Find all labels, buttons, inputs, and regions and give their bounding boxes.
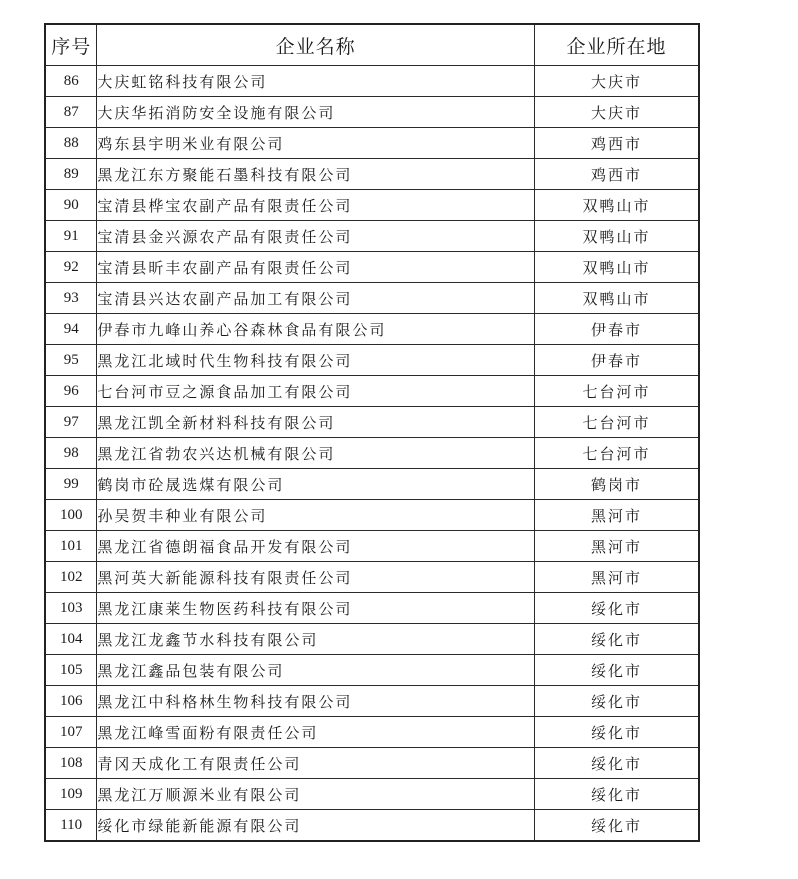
row-number: 95 (45, 345, 97, 376)
table-row (45, 717, 699, 748)
header-location: 企业所在地 (534, 24, 699, 66)
company-location: 七台河市 (534, 438, 699, 469)
row-number: 88 (45, 128, 97, 159)
table-row (45, 159, 699, 190)
row-number: 93 (45, 283, 97, 314)
company-location: 七台河市 (534, 407, 699, 438)
row-number: 100 (45, 500, 97, 531)
row-number: 103 (45, 593, 97, 624)
table-row (45, 655, 699, 686)
table-row (45, 531, 699, 562)
company-name: 黑河英大新能源科技有限责任公司 (97, 562, 535, 593)
company-location: 伊春市 (534, 345, 699, 376)
company-location: 大庆市 (534, 97, 699, 128)
table-row (45, 190, 699, 221)
company-name: 鹤岗市砼晟选煤有限公司 (97, 469, 535, 500)
company-name: 大庆虹铭科技有限公司 (97, 66, 535, 97)
row-number: 107 (45, 717, 97, 748)
company-location: 双鸭山市 (534, 190, 699, 221)
company-name: 宝清县金兴源农产品有限责任公司 (97, 221, 535, 252)
company-name: 黑龙江凯全新材料科技有限公司 (97, 407, 535, 438)
company-name: 黑龙江鑫品包装有限公司 (97, 655, 535, 686)
table-row (45, 748, 699, 779)
row-number: 99 (45, 469, 97, 500)
row-number: 109 (45, 779, 97, 810)
company-location: 绥化市 (534, 624, 699, 655)
header-name: 企业名称 (97, 24, 535, 66)
table-row (45, 779, 699, 810)
company-name: 绥化市绿能新能源有限公司 (97, 810, 535, 842)
table-row (45, 407, 699, 438)
table-row (45, 593, 699, 624)
company-location: 双鸭山市 (534, 252, 699, 283)
company-location: 七台河市 (534, 376, 699, 407)
company-location: 伊春市 (534, 314, 699, 345)
table-row (45, 97, 699, 128)
table-row (45, 252, 699, 283)
row-number: 97 (45, 407, 97, 438)
row-number: 89 (45, 159, 97, 190)
company-name: 黑龙江龙鑫节水科技有限公司 (97, 624, 535, 655)
table-row (45, 810, 699, 842)
company-name: 黑龙江万顺源米业有限公司 (97, 779, 535, 810)
company-name: 黑龙江中科格林生物科技有限公司 (97, 686, 535, 717)
table-header-row (45, 24, 699, 66)
row-number: 96 (45, 376, 97, 407)
row-number: 108 (45, 748, 97, 779)
table-row (45, 128, 699, 159)
company-location: 绥化市 (534, 686, 699, 717)
company-location: 黑河市 (534, 531, 699, 562)
company-name: 宝清县桦宝农副产品有限责任公司 (97, 190, 535, 221)
row-number: 90 (45, 190, 97, 221)
table-row (45, 283, 699, 314)
table-row (45, 562, 699, 593)
company-name: 大庆华拓消防安全设施有限公司 (97, 97, 535, 128)
company-name: 鸡东县宇明米业有限公司 (97, 128, 535, 159)
company-location: 黑河市 (534, 562, 699, 593)
enterprise-table (44, 23, 700, 842)
table-row (45, 345, 699, 376)
row-number: 106 (45, 686, 97, 717)
company-location: 绥化市 (534, 810, 699, 842)
company-location: 双鸭山市 (534, 283, 699, 314)
company-location: 黑河市 (534, 500, 699, 531)
company-name: 黑龙江省德朗福食品开发有限公司 (97, 531, 535, 562)
row-number: 86 (45, 66, 97, 97)
row-number: 94 (45, 314, 97, 345)
table-body (45, 66, 699, 842)
row-number: 104 (45, 624, 97, 655)
company-name: 宝清县昕丰农副产品有限责任公司 (97, 252, 535, 283)
company-location: 绥化市 (534, 717, 699, 748)
company-location: 双鸭山市 (534, 221, 699, 252)
table-row (45, 221, 699, 252)
table-row (45, 376, 699, 407)
company-location: 绥化市 (534, 748, 699, 779)
row-number: 98 (45, 438, 97, 469)
company-location: 大庆市 (534, 66, 699, 97)
row-number: 102 (45, 562, 97, 593)
company-name: 黑龙江峰雪面粉有限责任公司 (97, 717, 535, 748)
table-row (45, 314, 699, 345)
company-name: 黑龙江康莱生物医药科技有限公司 (97, 593, 535, 624)
row-number: 91 (45, 221, 97, 252)
company-location: 绥化市 (534, 593, 699, 624)
company-name: 宝清县兴达农副产品加工有限公司 (97, 283, 535, 314)
table-row (45, 500, 699, 531)
company-location: 绥化市 (534, 779, 699, 810)
company-location: 鸡西市 (534, 128, 699, 159)
table-row (45, 66, 699, 97)
company-location: 鸡西市 (534, 159, 699, 190)
row-number: 110 (45, 810, 97, 842)
company-name: 黑龙江北域时代生物科技有限公司 (97, 345, 535, 376)
company-name: 伊春市九峰山养心谷森林食品有限公司 (97, 314, 535, 345)
company-name: 青冈天成化工有限责任公司 (97, 748, 535, 779)
table-row (45, 686, 699, 717)
company-name: 黑龙江省勃农兴达机械有限公司 (97, 438, 535, 469)
company-name: 七台河市豆之源食品加工有限公司 (97, 376, 535, 407)
company-name: 孙吴贺丰种业有限公司 (97, 500, 535, 531)
table-row (45, 624, 699, 655)
company-name: 黑龙江东方聚能石墨科技有限公司 (97, 159, 535, 190)
header-no: 序号 (45, 24, 97, 66)
table-row (45, 438, 699, 469)
row-number: 105 (45, 655, 97, 686)
row-number: 101 (45, 531, 97, 562)
company-location: 绥化市 (534, 655, 699, 686)
company-location: 鹤岗市 (534, 469, 699, 500)
row-number: 87 (45, 97, 97, 128)
row-number: 92 (45, 252, 97, 283)
table-row (45, 469, 699, 500)
